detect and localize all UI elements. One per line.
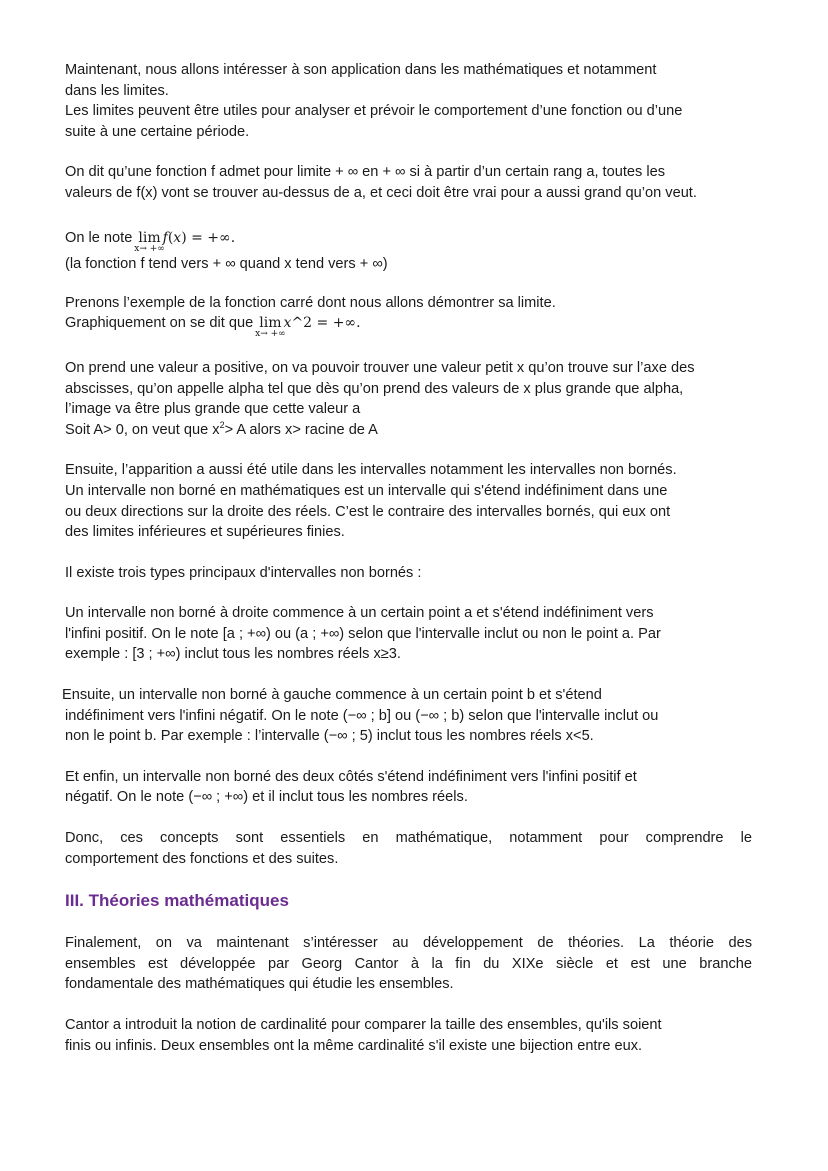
text-line: l’image va être plus grande que cette valeur a [65, 401, 361, 418]
text-line: suite à une certaine période. [65, 123, 250, 140]
limit-expression-1: f(x) = +∞. [162, 229, 236, 246]
text-line: finis ou infinis. Deux ensembles ont la même cardinalité s'il existe une bijection entre eux. [65, 1037, 643, 1054]
paragraph-cardinality [65, 1015, 752, 1056]
paragraph-types-intro [65, 563, 752, 584]
section-heading: III. Théories mathématiques [65, 891, 289, 911]
text-line: valeurs de f(x) vont se trouver au-dessus de a, et ceci doit être vrai pour a aussi grand qu’on veut. [65, 184, 697, 201]
text-line: Maintenant, nous allons intéresser à son application dans les mathématiques et notamment [65, 62, 657, 78]
text-line: ensembles est développée par Georg Cantor à la fin du XIXe siècle et est une branche [65, 955, 752, 972]
paragraph-conclusion [65, 828, 752, 869]
text-line: Cantor a introduit la notion de cardinalité pour comparer la taille des ensembles, qu'ils soient [65, 1017, 662, 1033]
text-line: On prend une valeur a positive, on va pouvoir trouver une valeur petit x qu’on trouve sur l’axe des [65, 359, 695, 376]
text-line: indéfiniment vers l'infini négatif. On le note (−∞ ; b] ou (−∞ ; b) selon que l'intervalle inclut ou [65, 707, 659, 724]
text-line: Soit A> 0, on veut que $x^2> A$ alors x> racine de A [65, 419, 378, 438]
text-line: non le point b. Par exemple : l’intervalle (−∞ ; 5) inclut tous les nombres réels x<5. [65, 728, 594, 745]
text-line: Finalement, on va maintenant s’intéresser au développement de théories. La théorie des [65, 935, 752, 952]
text-line: Un intervalle non borné à droite commence à un certain point a et s'étend indéfiniment vers [65, 605, 654, 622]
lim-operator: lim [138, 229, 161, 246]
lim-subscript: x→ +∞ [134, 243, 165, 254]
text-line: Et enfin, un intervalle non borné des deux côtés s'étend indéfiniment vers l'infini positif et [65, 768, 637, 785]
lim-subscript: x→ +∞ [255, 329, 286, 340]
paragraph-set-theory [65, 933, 752, 995]
limit-formula-2 [255, 315, 286, 340]
text-line: Il existe trois types principaux d'intervalles non bornés : [65, 564, 422, 581]
text-line: négatif. On le note (−∞ ; +∞) et il inclut tous les nombres réels. [65, 789, 468, 806]
text-line: On dit qu’une fonction f admet pour limite + ∞ en + ∞ si à partir d’un certain rang a, toutes les [65, 164, 666, 181]
text-line: abscisses, qu’on appelle alpha tel que dès qu’on prend des valeurs de x plus grande que alpha, [65, 380, 684, 397]
text-line: dans les limites. [65, 82, 169, 99]
paragraph-square-example [65, 293, 752, 340]
lim-operator: lim [259, 315, 282, 332]
limit-formula-1 [134, 229, 165, 254]
text-line: Prenons l’exemple de la fonction carré dont nous allons démontrer sa limite. [65, 294, 556, 311]
text-line: Graphiquement on se dit que [65, 315, 254, 332]
paragraph-unbounded-intervals [65, 460, 752, 542]
text-line: Donc, ces concepts sont essentiels en mathématique, notamment pour comprendre le [65, 830, 752, 847]
text-line: exemple : [3 ; +∞) inclut tous les nombres réels x≥3. [65, 646, 401, 663]
paragraph-both-unbounded [65, 767, 752, 808]
text-line: Ensuite, l’apparition a aussi été utile dans les intervalles notamment les intervalles non bornés. [65, 462, 677, 479]
text-line: ou deux directions sur la droite des réels. C’est le contraire des intervalles bornés, qui eux ont [65, 503, 671, 520]
paragraph-limit-definition [65, 162, 752, 203]
paragraph-limit-notation [65, 228, 752, 275]
paragraph-right-unbounded [65, 603, 752, 665]
text-line: On le note [65, 229, 133, 246]
text-line: Ensuite, un intervalle non borné à gauche commence à un certain point b et s'étend [62, 687, 602, 704]
text-line: Les limites peuvent être utiles pour analyser et prévoir le comportement d’une fonction ou d’une [65, 103, 683, 120]
text-line: des limites inférieures et supérieures finies. [65, 524, 345, 541]
paragraph-left-unbounded [62, 685, 752, 747]
text-line: l'infini positif. On le note [a ; +∞) ou (a ; +∞) selon que l'intervalle inclut ou non le point a. Par [65, 625, 661, 642]
text-line: (la fonction f tend vers + ∞ quand x tend vers + ∞) [65, 256, 388, 273]
paragraph-intro [65, 60, 752, 142]
limit-expression-2: x^2 = +∞. [283, 315, 361, 332]
text-line: Un intervalle non borné en mathématiques est un intervalle qui s'étend indéfiniment dans une [65, 482, 668, 499]
text-line: comportement des fonctions et des suites. [65, 850, 339, 867]
paragraph-proof [65, 358, 752, 440]
text-line: fondamentale des mathématiques qui étudie les ensembles. [65, 976, 454, 993]
